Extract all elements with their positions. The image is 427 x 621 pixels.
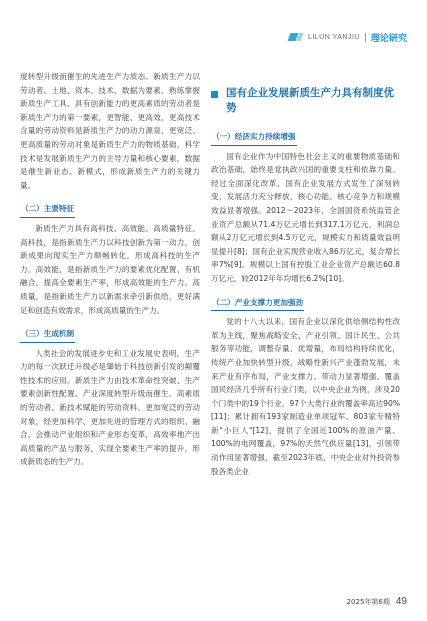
paragraph-generation-mechanism: 人类社会的发展进步史和工业发展史表明，生产力的每一次跃迁升级必是肇始于科技创新引发的颠覆性技术的应用。新质生产力由技术革命性突破、生产要素创新性配置、产业深度转型升级而催生。高素质的劳动者、新技术赋能的劳动资料、更加宽泛的劳动对象，经更加科学、更加先进的管理方式的组织、融合，会推动产业组织和产业形态变革，高效率地产出高质量的产品与服务，实现全要素生产率的提升，形成新质态的生产力。 bbox=[20, 348, 200, 467]
page-footer bbox=[347, 596, 407, 607]
section-heading bbox=[211, 86, 400, 116]
paragraph-continued: 度转型升级而催生的先进生产力质态。新质生产力以劳动者、土地、资本、技术、数据为要素。熟练掌握新质生产工具、具有创新能力的更高素质的劳动者是新质生产力的第一要素，更智能、更高效、更高技术含量的劳动资料是新质生产力的动力源泉，更宽泛、更高质量的劳动对象是新质生产力的物质基础，科学技术是发展新质生产力的主导力量和核心要素，数据是催生新业态、新模式，形成新质生产力的关键力量。 bbox=[20, 72, 200, 190]
paragraph-industrial-support: 党的十八大以来，国有企业以深化供给侧结构性改革为主线，聚焦战略安全、产业引领、国计民生、公共服务等功能，调整存量、优增量，布局结构持续优化，传统产业加快转型升级，战略性新兴产业蓬勃发展，未来产业有序布局，产业支撑力、带动力显著增强。覆盖国民经济几乎所有行业门类，以中央企业为例，涉及20个门类中的19个行业，97个大类行业的覆盖率高达90%[11]；累计拥有193家制造业单项冠军、803家专精特新"小巨人"[12]，提供了全国近100%的原油产量、100%的电网覆盖，97%的天然气供应量[13]，引领带动作用显著增强，截至2023年底，中央企业对外投资参股各类企业 bbox=[211, 317, 400, 476]
page-number: 49 bbox=[395, 596, 407, 607]
header-divider bbox=[365, 33, 366, 42]
issue-label: 2025年第6期 bbox=[346, 597, 390, 606]
subheading-economic-strength: （一）经济实力持续增强 bbox=[211, 130, 297, 146]
paragraph-economic-strength: 国有企业作为中国特色社会主义的重要物质基础和政治基础，始终是党执政兴国的重要支柱和依靠力量。经过全面深化改革，国有企业发展方式发生了深刻转变，发展活力充分释放，核心功能、核心竞争力和规模效益显著增强。2012～2023年，全国国资系统监管企业资产总额从71.4万亿元增长到317.1万亿元，利润总额从2万亿元增长到4.5万亿元，规模实力和质量效益明显提升[8]；国有企业实现营业收入86万亿元，复合增长率7%[9]。规模以上国有控股工业企业资产总额达60.8万亿元，较2012年年均增长6.2%[10]。 bbox=[211, 151, 400, 283]
header-logo-icon bbox=[289, 33, 303, 41]
section-title: 国有企业发展新质生产力具有制度优势 bbox=[226, 87, 394, 114]
subheading-industrial-support: （二）产业支撑力更加强劲 bbox=[211, 296, 304, 312]
left-column bbox=[20, 70, 200, 469]
right-column bbox=[211, 86, 400, 478]
subheading-generation-mechanism: （三）生成机制 bbox=[20, 327, 75, 343]
section-square-icon bbox=[211, 91, 218, 98]
subheading-main-features: （二）主要特征 bbox=[20, 202, 75, 218]
paragraph-main-features: 新质生产力具有高科技、高效能、高质量特征。高科技，是指新质生产力以科技创新为第一动力，创新成果向现实生产力顺畅转化，形成高科技的生产力。高效能，是指新质生产力的要素优化配置、有机融合，提高全要素生产率，形成高效能的生产力。高质量，是指新质生产力以新需求牵引新供给，更好满足和创造有效需求，形成高质量的生产力。 bbox=[20, 223, 200, 315]
header-column-title: 理论研究 bbox=[370, 33, 407, 44]
header-english: LILUN YANJIU bbox=[307, 33, 360, 41]
running-header bbox=[289, 30, 407, 44]
